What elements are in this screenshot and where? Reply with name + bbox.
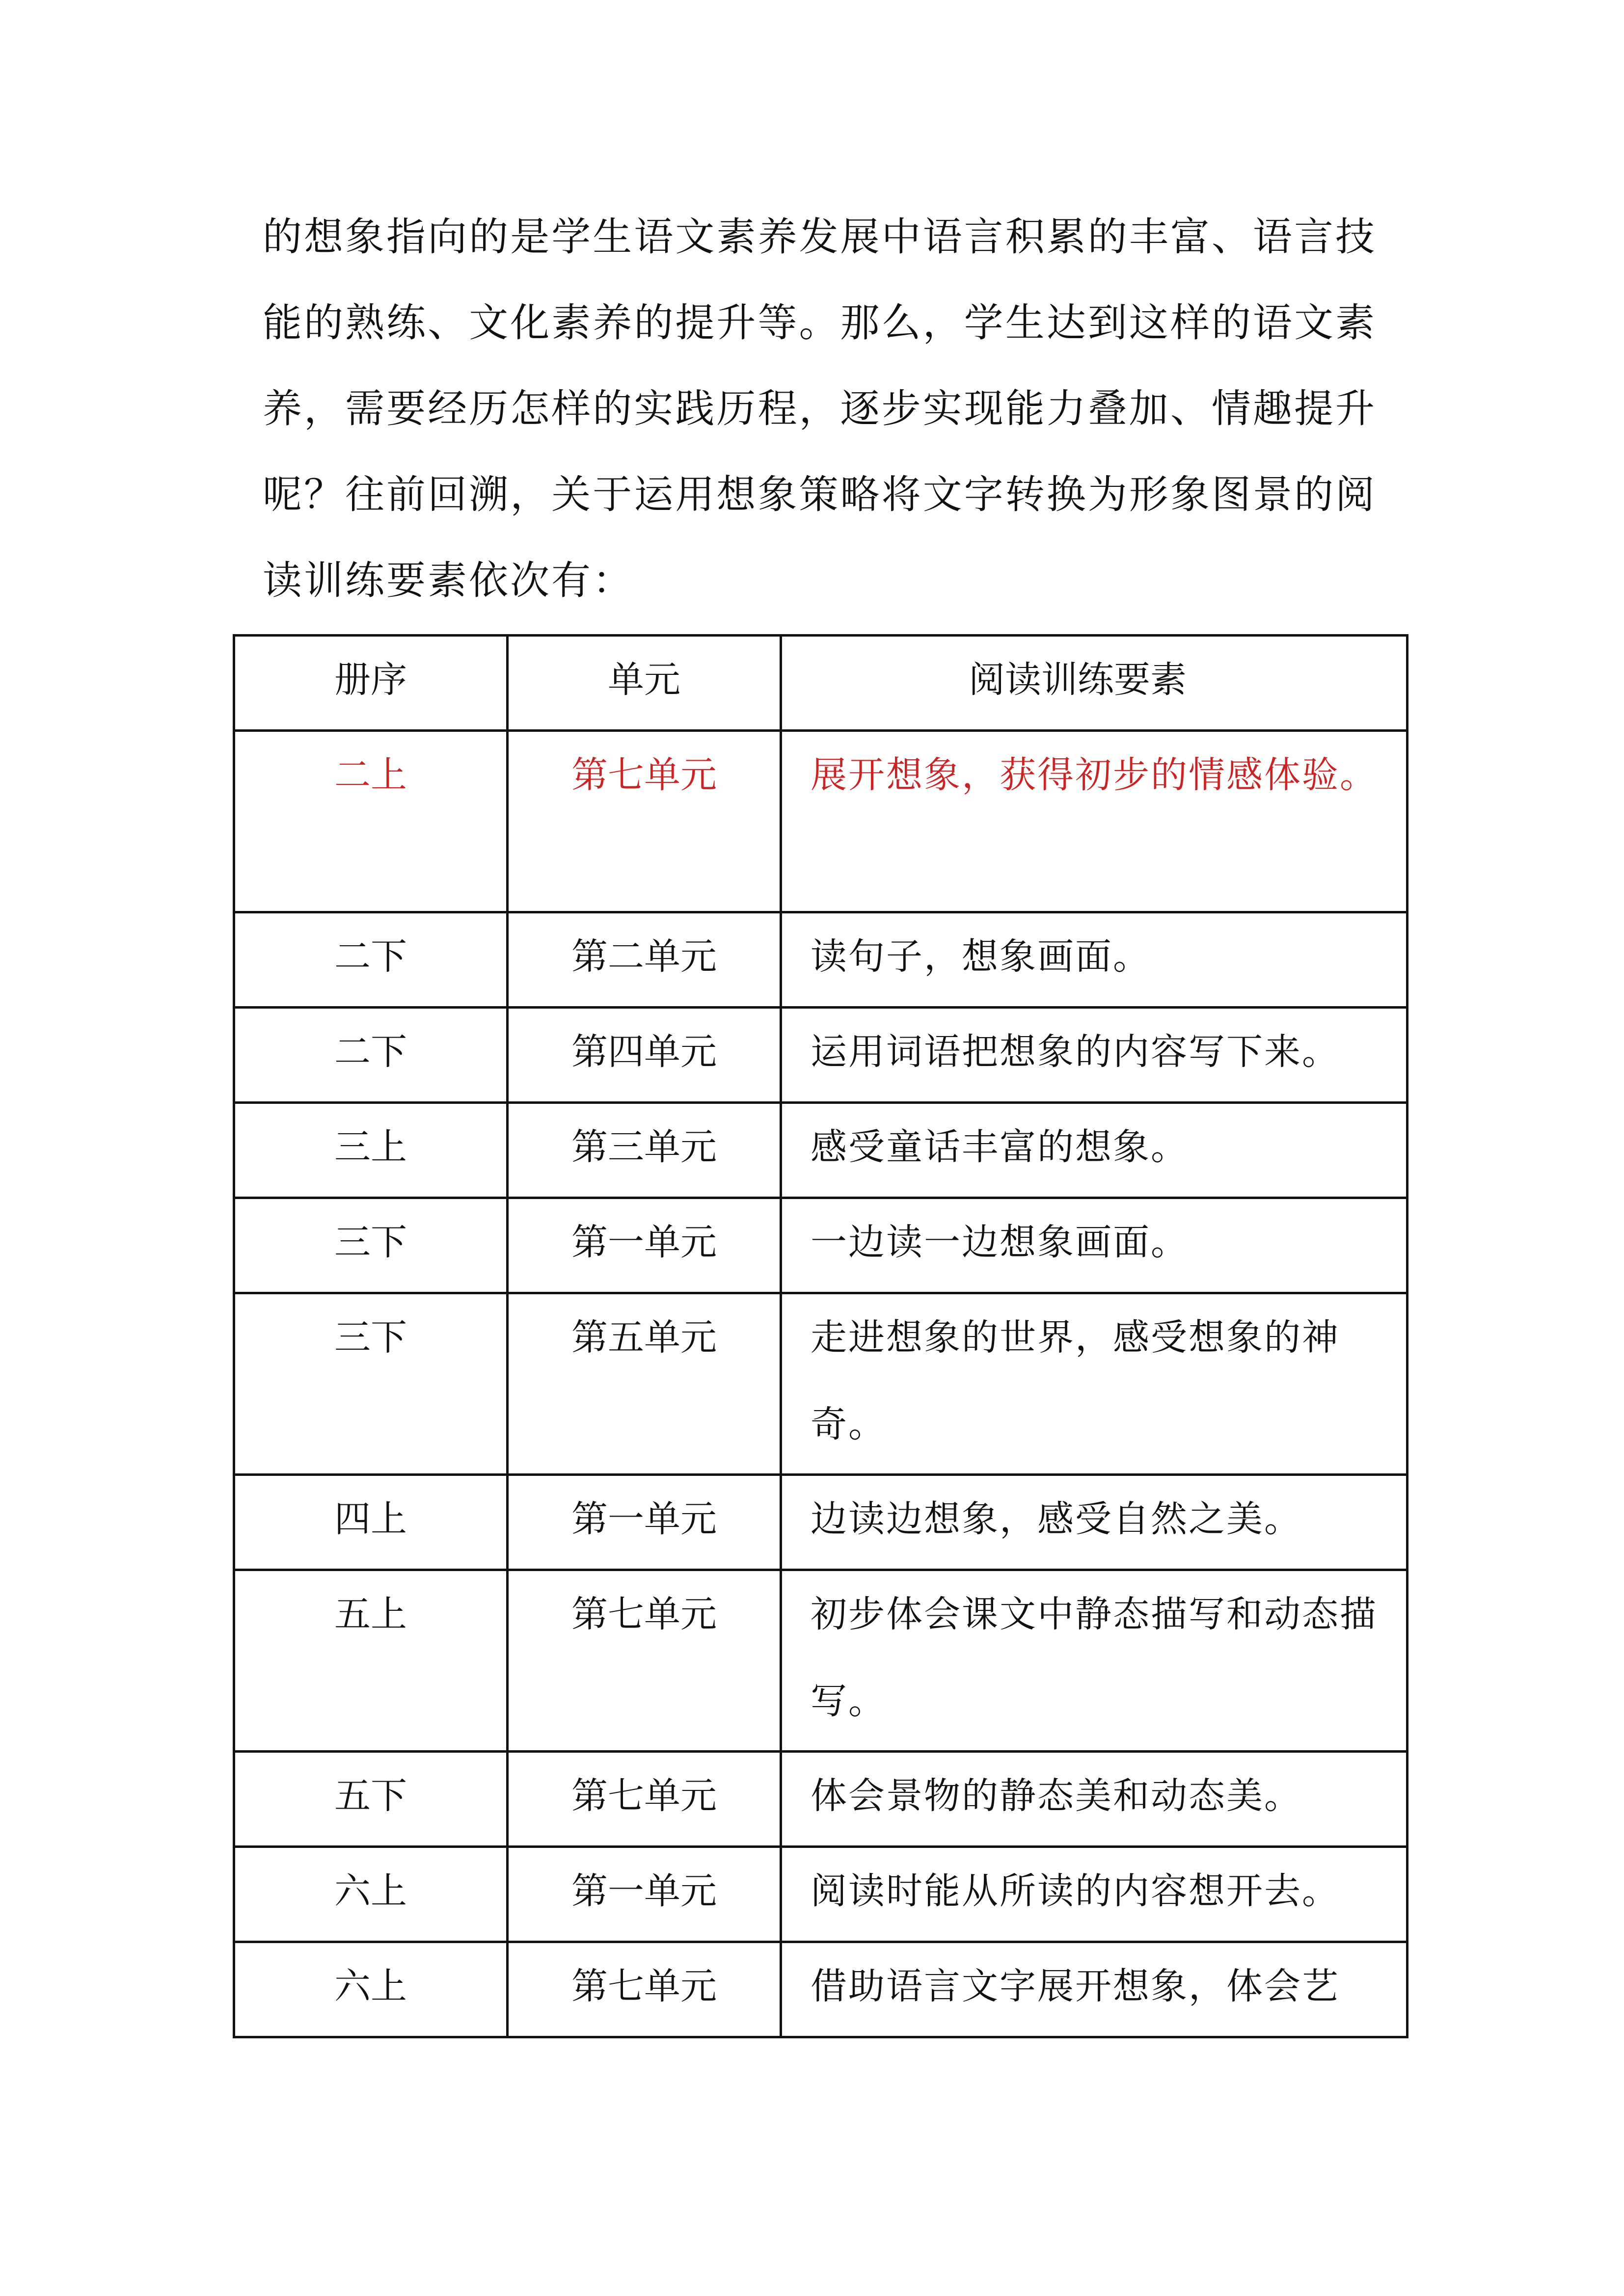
paragraph-line: 能的熟练、文化素养的提升等。那么，学生达到这样的语文素 bbox=[263, 300, 1375, 346]
element-cell: 运用词语把想象的内容写下来。 bbox=[781, 1008, 1407, 1103]
header-unit: 单元 bbox=[508, 636, 781, 731]
element-cell: 初步体会课文中静态描写和动态描写。 bbox=[781, 1570, 1407, 1752]
unit-cell: 第七单元 bbox=[508, 731, 781, 912]
body-paragraph bbox=[263, 194, 1375, 623]
paragraph-line: 养，需要经历怎样的实践历程，逐步实现能力叠加、情趣提升 bbox=[263, 386, 1375, 431]
table-row bbox=[234, 1847, 1407, 1942]
element-cell: 感受童话丰富的想象。 bbox=[781, 1103, 1407, 1198]
table-row bbox=[234, 1103, 1407, 1198]
volume-cell: 二上 bbox=[234, 731, 508, 912]
volume-cell: 四上 bbox=[234, 1475, 508, 1570]
reading-elements-table bbox=[233, 634, 1408, 2038]
volume-cell: 五下 bbox=[234, 1752, 508, 1847]
element-cell: 一边读一边想象画面。 bbox=[781, 1198, 1407, 1293]
volume-cell: 三下 bbox=[234, 1198, 508, 1293]
volume-cell: 二下 bbox=[234, 1008, 508, 1103]
paragraph-line: 读训练要素依次有： bbox=[263, 558, 634, 603]
element-cell: 阅读时能从所读的内容想开去。 bbox=[781, 1847, 1407, 1942]
table-row bbox=[234, 1198, 1407, 1293]
table-row bbox=[234, 1752, 1407, 1847]
volume-cell: 六上 bbox=[234, 1942, 508, 2037]
unit-cell: 第七单元 bbox=[508, 1570, 781, 1752]
unit-cell: 第一单元 bbox=[508, 1198, 781, 1293]
volume-cell: 二下 bbox=[234, 912, 508, 1008]
unit-cell: 第二单元 bbox=[508, 912, 781, 1008]
volume-cell: 三下 bbox=[234, 1293, 508, 1475]
element-cell: 边读边想象，感受自然之美。 bbox=[781, 1475, 1407, 1570]
volume-cell: 六上 bbox=[234, 1847, 508, 1942]
table-row bbox=[234, 731, 1407, 912]
element-cell: 走进想象的世界，感受想象的神奇。 bbox=[781, 1293, 1407, 1475]
unit-cell: 第五单元 bbox=[508, 1293, 781, 1475]
paragraph-line: 的想象指向的是学生语文素养发展中语言积累的丰富、语言技 bbox=[263, 214, 1375, 260]
table-row bbox=[234, 1570, 1407, 1752]
unit-cell: 第七单元 bbox=[508, 1942, 781, 2037]
element-cell: 展开想象，获得初步的情感体验。 bbox=[781, 731, 1407, 912]
header-volume: 册序 bbox=[234, 636, 508, 731]
volume-cell: 三上 bbox=[234, 1103, 508, 1198]
element-cell: 借助语言文字展开想象，体会艺 bbox=[781, 1942, 1407, 2037]
volume-cell: 五上 bbox=[234, 1570, 508, 1752]
table-row bbox=[234, 1008, 1407, 1103]
element-cell: 体会景物的静态美和动态美。 bbox=[781, 1752, 1407, 1847]
unit-cell: 第四单元 bbox=[508, 1008, 781, 1103]
unit-cell: 第七单元 bbox=[508, 1752, 781, 1847]
unit-cell: 第一单元 bbox=[508, 1475, 781, 1570]
table-header-row bbox=[234, 636, 1407, 731]
unit-cell: 第一单元 bbox=[508, 1847, 781, 1942]
table-row bbox=[234, 912, 1407, 1008]
table-row bbox=[234, 1293, 1407, 1475]
header-reading-element: 阅读训练要素 bbox=[781, 636, 1407, 731]
table-row bbox=[234, 1942, 1407, 2037]
element-cell: 读句子，想象画面。 bbox=[781, 912, 1407, 1008]
table-row bbox=[234, 1475, 1407, 1570]
unit-cell: 第三单元 bbox=[508, 1103, 781, 1198]
paragraph-line: 呢？往前回溯，关于运用想象策略将文字转换为形象图景的阅 bbox=[263, 472, 1375, 517]
